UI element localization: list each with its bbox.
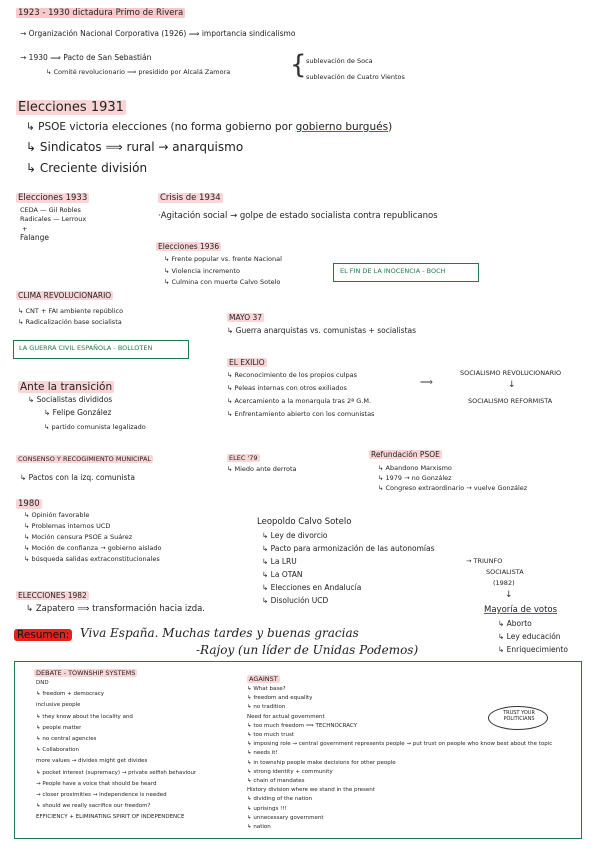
exilio-item: ↳ Peleas internas con otros exiliados xyxy=(227,384,347,392)
calvo-sotelo-title: Leopoldo Calvo Sotelo xyxy=(257,517,352,527)
debate-line: ↳ in township people make decisions for other people xyxy=(247,759,396,766)
calvo-item: ↳ Elecciones en Andalucía xyxy=(262,583,362,592)
mayoria-item: ↳ Ley educación xyxy=(498,632,561,641)
debate-box xyxy=(14,661,582,839)
debate-line: ↳ What base? xyxy=(247,686,286,692)
refundacion-item: ↳ Abandono Marxismo xyxy=(378,464,452,472)
mayoria-title: Mayoría de votos xyxy=(484,605,558,615)
debate-line: ↳ people matter xyxy=(36,724,82,731)
trust-oval: TRUST YOUR POLITICIANS xyxy=(488,706,548,730)
debate-line: ↳ dividing of the nation xyxy=(247,796,313,803)
double-arrow-icon: ⟹ xyxy=(420,378,433,388)
elecciones-1933-title: Elecciones 1933 xyxy=(18,193,88,203)
elec-79-item: ↳ Miedo ante derrota xyxy=(227,465,297,473)
exilio-title: EL EXILIO xyxy=(229,358,265,367)
calvo-item: ↳ Disolución UCD xyxy=(262,596,329,605)
header-line-2: → 1930 ⟹ Pacto de San Sebastián xyxy=(20,53,152,62)
clima-item: ↳ Radicalización base socialista xyxy=(18,318,122,326)
elec-79-title: ELEC '79 xyxy=(229,454,258,462)
mayoria-item: ↳ Aborto xyxy=(498,619,532,628)
transicion-title: Ante la transición xyxy=(20,381,113,393)
transicion-item: ↳ Felipe González xyxy=(44,408,112,417)
resumen-line-1: Viva España. Muchas tardes y buenas gracias xyxy=(80,626,359,640)
elecciones-1933-item: CEDA — Gil Robles xyxy=(20,206,81,214)
year-1980-item: ↳ Moción censura PSOE a Suárez xyxy=(24,533,133,541)
exilio-item: ↳ Enfrentamiento abierto con los comunistas xyxy=(227,410,375,418)
debate-line: inclusive people xyxy=(36,702,81,709)
calvo-item: ↳ La LRU xyxy=(262,557,297,566)
resumen-line-2: -Rajoy (un líder de Unidas Podemos) xyxy=(196,643,419,657)
crisis-1934-title: Crisis de 1934 xyxy=(160,193,221,203)
debate-line: DND xyxy=(36,680,49,686)
year-1980-item: ↳ Moción de confianza → gobierno aislado xyxy=(24,544,162,552)
elecciones-1931-title: Elecciones 1931 xyxy=(18,100,124,115)
elecciones-1933-item: Radicales — Lerroux xyxy=(20,215,87,223)
crisis-1934-item: ·Agitación social → golpe de estado socialista contra republicanos xyxy=(158,211,438,221)
debate-line: ↳ imposing role → central government represents people → put trust on people who know best about the topic xyxy=(247,741,553,748)
elecciones-1931-item-1: ↳ PSOE victoria elecciones (no forma gobierno por gobierno burgués) xyxy=(26,121,393,133)
debate-line: EFFICIENCY + ELIMINATING SPIRIT OF INDEPENDENCE xyxy=(36,814,185,821)
exilio-item: ↳ Acercamiento a la monarquía tras 2ª G.M. xyxy=(227,397,372,405)
exilio-right-1: SOCIALISMO REVOLUCIONARIO xyxy=(460,369,562,377)
debate-line: ↳ they know about the locality and xyxy=(36,713,133,720)
elecciones-1982-title: ELECCIONES 1982 xyxy=(18,591,87,600)
mayo-37-title: MAYO 37 xyxy=(229,313,263,322)
year-1980-title: 1980 xyxy=(18,499,40,509)
clima-title: CLIMA REVOLUCIONARIO xyxy=(18,291,112,300)
debate-line: ↳ too much trust xyxy=(247,732,295,738)
elecciones-1982-item: ↳ Zapatero ⟹ transformación hacia izda. xyxy=(26,604,205,614)
calvo-item: ↳ Ley de divorcio xyxy=(262,531,328,540)
year-1980-item: ↳ búsqueda salidas extraconstitucionales xyxy=(24,555,160,563)
elecciones-1931-item-2: ↳ Sindicatos ⟹ rural → anarquismo xyxy=(26,140,244,154)
debate-line: ↳ freedom + democracy xyxy=(36,691,105,698)
brace-item-1: sublevación de Soca xyxy=(306,57,373,65)
debate-line: History division where we stand in the present xyxy=(247,787,375,794)
clima-item: ↳ CNT + FAI ambiente repúblico xyxy=(18,307,124,315)
year-1980-item: ↳ Opinión favorable xyxy=(24,511,90,519)
header-line-1: → Organización Nacional Corporativa (1926) ⟹ importancia sindicalismo xyxy=(20,29,296,38)
resumen-label: Resumen: xyxy=(14,629,72,641)
elecciones-1936-item: ↳ Violencia incremento xyxy=(164,267,240,275)
debate-line: → closer proximities → independence is needed xyxy=(36,792,167,798)
debate-left-title: DEBATE - TOWNSHIP SYSTEMS xyxy=(36,669,136,677)
debate-line: ↳ uprisings !!! xyxy=(247,805,287,812)
mayo-37-item: ↳ Guerra anarquistas vs. comunistas + socialistas xyxy=(227,326,417,335)
triunfo-line: SOCIALISTA xyxy=(486,568,524,576)
exilio-right-2: SOCIALISMO REFORMISTA xyxy=(468,397,553,405)
debate-line: ↳ unnecessary government xyxy=(247,814,324,821)
debate-line: ↳ nation xyxy=(247,824,271,830)
debate-line: ↳ pocket interest (supremacy) → private selfish behaviour xyxy=(36,769,197,776)
transicion-item: ↳ Socialistas divididos xyxy=(28,395,113,404)
consenso-item: ↳ Pactos con la izq. comunista xyxy=(20,473,135,482)
year-1980-item: ↳ Problemas internos UCD xyxy=(24,522,111,530)
refundacion-item: ↳ 1979 → no González xyxy=(378,474,452,482)
brace-icon: { xyxy=(290,50,307,80)
elecciones-1936-title: Elecciones 1936 xyxy=(158,242,220,251)
book-box-bolloten: LA GUERRA CIVIL ESPAÑOLA - BOLLOTEN xyxy=(13,340,189,359)
triunfo-line: → TRIUNFO xyxy=(466,557,503,565)
debate-line: ↳ no central agencies xyxy=(36,736,97,742)
elecciones-1933-item: + xyxy=(22,225,28,233)
refundacion-item: ↳ Congreso extraordinario → vuelve González xyxy=(378,484,528,492)
debate-line: more values → divides might get divides xyxy=(36,758,148,765)
refundacion-title: Refundación PSOE xyxy=(371,450,440,459)
consenso-title: CONSENSO Y RECOGIMIENTO MUNICIPAL xyxy=(18,455,152,463)
debate-line: ↳ freedom and equality xyxy=(247,695,313,702)
elecciones-1936-item: ↳ Culmina con muerte Calvo Sotelo xyxy=(164,278,281,286)
debate-line: ↳ strong identity + community xyxy=(247,768,333,775)
debate-right-title: AGAINST xyxy=(249,675,278,683)
debate-line: ↳ should we really sacrifice our freedom? xyxy=(36,803,151,810)
arrow-down-icon: ↓ xyxy=(508,380,516,390)
exilio-item: ↳ Reconocimiento de los propios culpas xyxy=(227,371,358,379)
debate-line: ↳ needs it! xyxy=(247,750,278,757)
debate-line: ↳ too much freedom ⟹ TECHNOCRACY xyxy=(247,722,357,729)
book-box-boch: EL FIN DE LA INOCENCIA - BOCH xyxy=(333,263,479,282)
calvo-item: ↳ Pacto para armonización de las autonomías xyxy=(262,544,435,553)
debate-line: ↳ chain of mandates xyxy=(247,778,305,784)
elecciones-1936-item: ↳ Frente popular vs. frente Nacional xyxy=(164,255,282,263)
arrow-down-icon: ↓ xyxy=(505,590,513,600)
brace-item-2: sublevación de Cuatro Vientos xyxy=(306,73,405,81)
transicion-item: ↳ partido comunista legalizado xyxy=(44,423,146,431)
debate-line: ↳ Collaboration xyxy=(36,747,80,754)
mayoria-item: ↳ Enriquecimiento xyxy=(498,645,568,654)
calvo-item: ↳ La OTAN xyxy=(262,570,303,579)
triunfo-line: (1982) xyxy=(493,579,515,587)
elecciones-1931-item-3: ↳ Creciente división xyxy=(26,161,148,175)
header-title: 1923 - 1930 dictadura Primo de Rivera xyxy=(18,8,184,18)
debate-line: → People have a voice that should be heard xyxy=(36,780,157,787)
debate-line: Need for actual government xyxy=(247,713,325,720)
debate-line: ↳ no tradition xyxy=(247,704,286,711)
elecciones-1933-item: Falange xyxy=(20,233,50,242)
header-line-3: ↳ Comité revolucionario ⟹ presidido por Alcalá Zamora xyxy=(46,68,231,76)
